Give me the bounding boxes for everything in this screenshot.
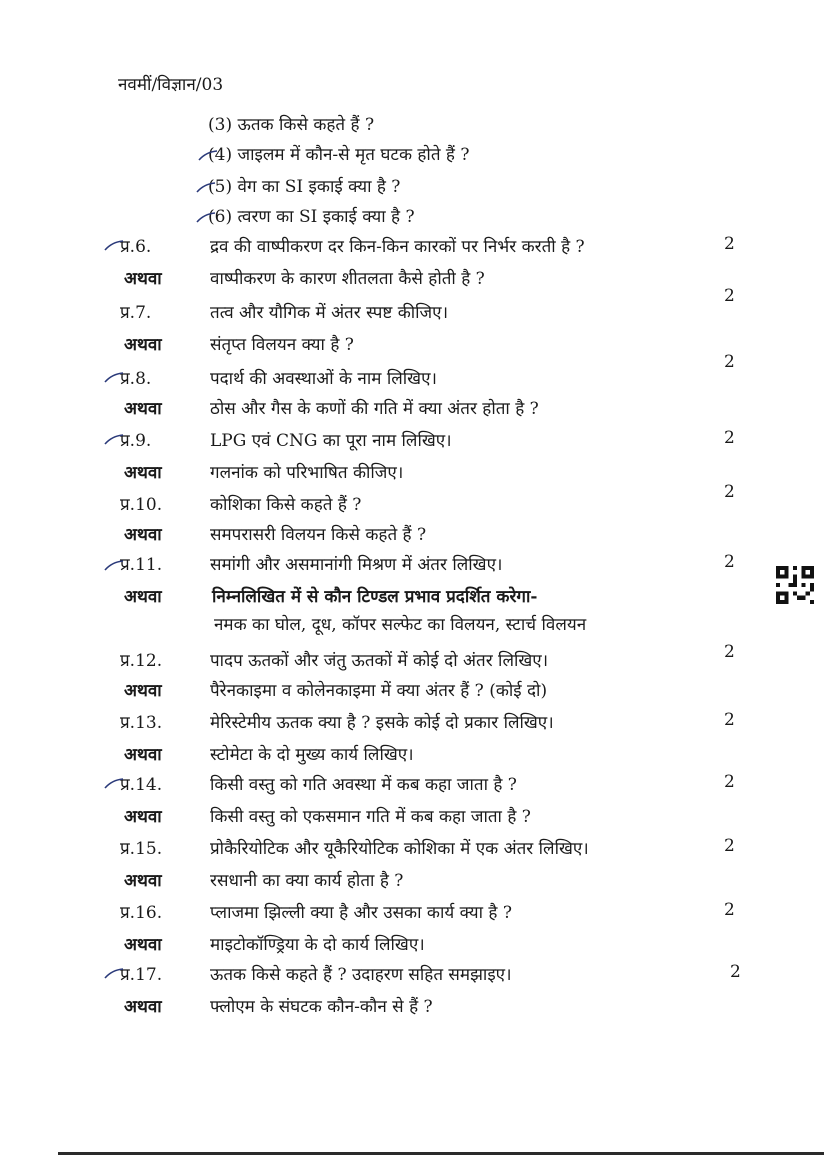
alternative-continuation: नमक का घोल, दूध, कॉपर सल्फेट का विलयन, स्टार्च विलयन bbox=[214, 615, 587, 635]
question-row-7 bbox=[0, 286, 826, 330]
alternative-row-6 bbox=[0, 266, 826, 296]
question-text: पदार्थ की अवस्थाओं के नाम लिखिए। bbox=[210, 369, 437, 389]
alternative-text: ठोस और गैस के कणों की गति में क्या अंतर होता है ? bbox=[210, 399, 539, 419]
question-row-10 bbox=[0, 482, 826, 522]
or-label: अथवा bbox=[124, 525, 162, 545]
sub-question-number: (4) bbox=[208, 145, 233, 165]
alternative-text: समपरासरी विलयन किसे कहते हैं ? bbox=[210, 525, 427, 545]
question-marks: 2 bbox=[724, 428, 735, 448]
alternative-text: गलनांक को परिभाषित कीजिए। bbox=[210, 463, 404, 483]
question-number: प्र.8. bbox=[120, 369, 152, 389]
alternative-row-9 bbox=[0, 460, 826, 490]
question-marks: 2 bbox=[724, 642, 735, 662]
alternative-row-7 bbox=[0, 332, 826, 362]
or-label: अथवा bbox=[124, 587, 162, 607]
question-number: प्र.15. bbox=[120, 839, 163, 859]
question-number: प्र.13. bbox=[120, 713, 163, 733]
sub-question-number: (5) bbox=[208, 177, 233, 197]
alternative-text: रसधानी का क्या कार्य होता है ? bbox=[210, 871, 404, 891]
question-row-16 bbox=[0, 900, 826, 930]
question-row-15 bbox=[0, 836, 826, 866]
check-mark-icon bbox=[104, 560, 124, 572]
question-marks: 2 bbox=[724, 772, 735, 792]
alternative-row-11 bbox=[0, 584, 826, 614]
alternative-row-17 bbox=[0, 994, 826, 1024]
question-text: द्रव की वाष्पीकरण दर किन-किन कारकों पर निर्भर करती है ? bbox=[210, 237, 585, 257]
alternative-text: स्टोमेटा के दो मुख्य कार्य लिखिए। bbox=[210, 745, 414, 765]
question-marks: 2 bbox=[724, 836, 735, 856]
alternative-row-16 bbox=[0, 932, 826, 962]
alternative-row-8 bbox=[0, 396, 826, 426]
check-mark-icon bbox=[198, 150, 218, 162]
question-text: LPG एवं CNG का पूरा नाम लिखिए। bbox=[210, 431, 452, 451]
check-mark-icon bbox=[104, 968, 124, 980]
or-label: अथवा bbox=[124, 463, 162, 483]
sub-question-text: ऊतक किसे कहते हैं ? bbox=[237, 115, 375, 135]
alternative-text: फ्लोएम के संघटक कौन-कौन से हैं ? bbox=[210, 997, 433, 1017]
question-text: किसी वस्तु को गति अवस्था में कब कहा जाता है ? bbox=[210, 775, 517, 795]
check-mark-icon bbox=[104, 778, 124, 790]
question-number: प्र.9. bbox=[120, 431, 152, 451]
check-mark-icon bbox=[196, 182, 216, 194]
question-number: प्र.7. bbox=[120, 303, 152, 323]
or-label: अथवा bbox=[124, 997, 162, 1017]
sub-question-text: जाइलम में कौन-से मृत घटक होते हैं ? bbox=[237, 145, 470, 165]
question-text: ऊतक किसे कहते हैं ? उदाहरण सहित समझाइए। bbox=[210, 965, 512, 985]
question-number: प्र.6. bbox=[120, 237, 152, 257]
question-text: पादप ऊतकों और जंतु ऊतकों में कोई दो अंतर लिखिए। bbox=[210, 651, 549, 671]
sub-question-4 bbox=[208, 142, 469, 165]
sub-question-number: (3) bbox=[208, 115, 233, 135]
question-text: प्लाजमा झिल्ली क्या है और उसका कार्य क्या है ? bbox=[210, 903, 512, 923]
check-mark-icon bbox=[104, 434, 124, 446]
check-mark-icon bbox=[104, 372, 124, 384]
question-text: मेरिस्टेमीय ऊतक क्या है ? इसके कोई दो प्रकार लिखिए। bbox=[210, 713, 554, 733]
question-marks: 2 bbox=[724, 552, 735, 572]
question-marks: 2 bbox=[724, 286, 735, 306]
sub-question-6 bbox=[208, 204, 415, 227]
alternative-row-13 bbox=[0, 742, 826, 772]
question-number: प्र.10. bbox=[120, 495, 163, 515]
sub-question-number: (6) bbox=[208, 207, 233, 227]
question-marks: 2 bbox=[724, 900, 735, 920]
question-marks: 2 bbox=[730, 962, 741, 982]
sub-question-5 bbox=[208, 174, 400, 197]
alternative-row-14 bbox=[0, 804, 826, 834]
alternative-text: संतृप्त विलयन क्या है ? bbox=[210, 335, 354, 355]
question-marks: 2 bbox=[724, 710, 735, 730]
or-label: अथवा bbox=[124, 871, 162, 891]
sub-question-text: वेग का SI इकाई क्या है ? bbox=[237, 177, 401, 197]
alternative-text: निम्नलिखित में से कौन टिण्डल प्रभाव प्रदर्शित करेगा- bbox=[212, 587, 538, 607]
alternative-row-10 bbox=[0, 522, 826, 552]
alternative-text: पैरेनकाइमा व कोलेनकाइमा में क्या अंतर हैं ? (कोई दो) bbox=[210, 681, 548, 701]
question-marks: 2 bbox=[724, 482, 735, 502]
or-label: अथवा bbox=[124, 807, 162, 827]
question-marks: 2 bbox=[724, 352, 735, 372]
or-label: अथवा bbox=[124, 681, 162, 701]
question-row-12 bbox=[0, 642, 826, 678]
alternative-row-12 bbox=[0, 678, 826, 708]
sub-question-3 bbox=[208, 112, 374, 135]
question-text: प्रोकैरियोटिक और यूकैरियोटिक कोशिका में एक अंतर लिखिए। bbox=[210, 839, 589, 859]
question-number: प्र.11. bbox=[120, 555, 163, 575]
footer-divider bbox=[58, 1152, 824, 1155]
or-label: अथवा bbox=[124, 269, 162, 289]
question-text: कोशिका किसे कहते हैं ? bbox=[210, 495, 362, 515]
check-mark-icon bbox=[104, 240, 124, 252]
question-text: तत्व और यौगिक में अंतर स्पष्ट कीजिए। bbox=[210, 303, 449, 323]
question-text: समांगी और असमानांगी मिश्रण में अंतर लिखिए। bbox=[210, 555, 503, 575]
question-number: प्र.14. bbox=[120, 775, 163, 795]
or-label: अथवा bbox=[124, 935, 162, 955]
or-label: अथवा bbox=[124, 399, 162, 419]
question-number: प्र.12. bbox=[120, 651, 163, 671]
question-row-13 bbox=[0, 710, 826, 740]
or-label: अथवा bbox=[124, 335, 162, 355]
alternative-text: माइटोकॉण्ड्रिया के दो कार्य लिखिए। bbox=[210, 935, 425, 955]
alternative-text: किसी वस्तु को एकसमान गति में कब कहा जाता है ? bbox=[210, 807, 531, 827]
check-mark-icon bbox=[196, 212, 216, 224]
page-header-code: नवमीं/विज्ञान/03 bbox=[118, 75, 224, 95]
alternative-row-15 bbox=[0, 868, 826, 898]
question-number: प्र.16. bbox=[120, 903, 163, 923]
or-label: अथवा bbox=[124, 745, 162, 765]
qr-code-icon bbox=[776, 566, 814, 604]
question-marks: 2 bbox=[724, 234, 735, 254]
sub-question-text: त्वरण का SI इकाई क्या है ? bbox=[237, 207, 415, 227]
question-number: प्र.17. bbox=[120, 965, 163, 985]
alternative-text: वाष्पीकरण के कारण शीतलता कैसे होती है ? bbox=[210, 269, 485, 289]
